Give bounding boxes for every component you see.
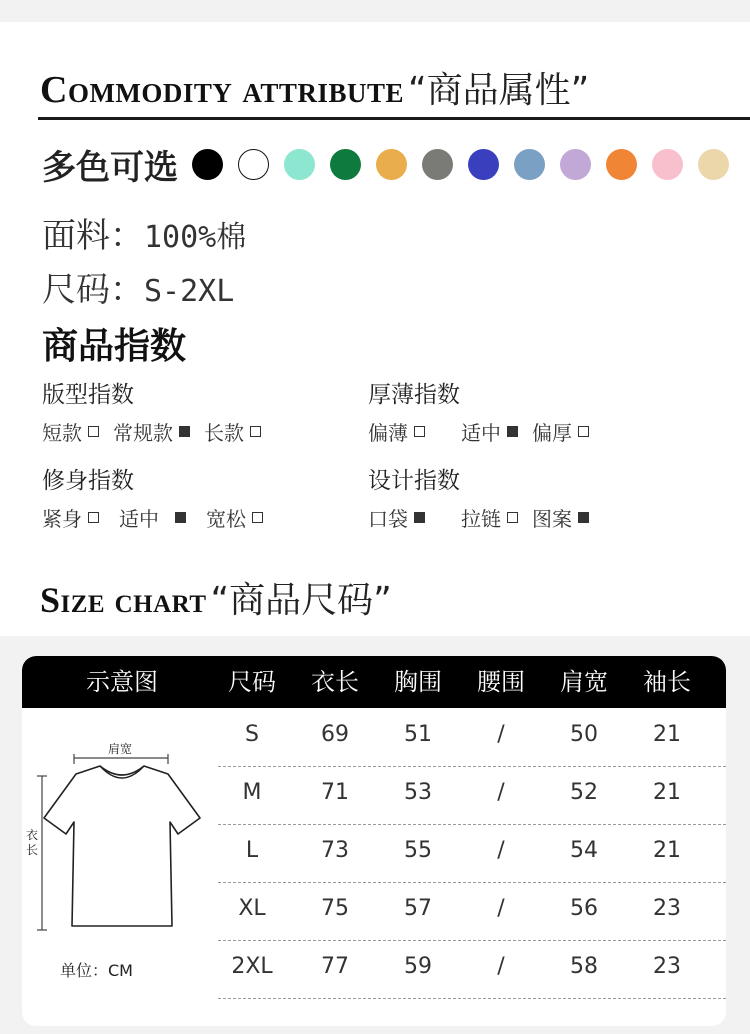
color-swatch-mint (284, 149, 315, 180)
index-option (206, 503, 263, 532)
thickness-index (368, 376, 603, 446)
cell-sleeve: 23 (653, 954, 681, 979)
cell-chest: 53 (404, 780, 432, 805)
color-swatch-slate-blue (514, 149, 545, 180)
header-size: 尺码 (228, 668, 276, 696)
fabric-value: 100%棉 (144, 220, 247, 255)
index-option (461, 417, 518, 446)
size-label: 尺码： (42, 270, 144, 310)
index-option (42, 417, 99, 446)
table-row (218, 824, 726, 883)
index-option (204, 417, 261, 446)
size-value: S-2XL (144, 274, 235, 309)
checkbox-icon (507, 512, 518, 523)
index-title: 商品指数 (42, 326, 187, 367)
option-label: 宽松 (206, 507, 246, 531)
option-label: 口袋 (368, 507, 408, 531)
cell-sleeve: 21 (653, 780, 681, 805)
checkbox-checked-icon (578, 512, 589, 523)
cell-length: 71 (321, 780, 349, 805)
option-label: 紧身 (42, 507, 82, 531)
index-options (42, 503, 277, 532)
index-option (119, 503, 186, 532)
option-label: 偏厚 (532, 421, 572, 445)
color-swatch-grey (422, 149, 453, 180)
option-label: 拉链 (461, 507, 501, 531)
size-chart-title-cn: “商品尺码” (210, 580, 392, 621)
option-label: 短款 (42, 421, 82, 445)
fabric-info (42, 208, 246, 257)
top-band (0, 0, 750, 22)
checkbox-icon (88, 512, 99, 523)
checkbox-icon (252, 512, 263, 523)
checkbox-checked-icon (179, 426, 190, 437)
title-divider (38, 117, 750, 120)
color-label: 多色可选 (42, 148, 178, 188)
option-label: 适中 (461, 421, 501, 445)
index-heading: 版型指数 (42, 382, 134, 408)
cell-shoulder: 54 (570, 838, 598, 863)
attribute-title-cn: “商品属性” (407, 70, 590, 111)
color-swatch-lilac (560, 149, 591, 180)
cell-waist: / (497, 896, 505, 921)
cell-waist: / (497, 780, 505, 805)
cell-sleeve: 23 (653, 896, 681, 921)
checkbox-checked-icon (507, 426, 518, 437)
table-row (218, 708, 726, 767)
checkbox-icon (250, 426, 261, 437)
table-row (218, 882, 726, 941)
color-swatch-white (238, 149, 269, 180)
header-diagram: 示意图 (86, 668, 158, 696)
cell-waist: / (497, 954, 505, 979)
table-row (218, 766, 726, 825)
cell-length: 75 (321, 896, 349, 921)
design-index (368, 462, 603, 532)
length-label: 衣长 (26, 828, 39, 857)
color-swatch-orange (606, 149, 637, 180)
cell-size: M (242, 780, 262, 805)
color-swatch-black (192, 149, 223, 180)
shoulder-label: 肩宽 (108, 742, 133, 756)
cell-chest: 57 (404, 896, 432, 921)
checkbox-checked-icon (175, 512, 186, 523)
cell-size: L (245, 838, 259, 863)
header-length: 衣长 (311, 668, 359, 696)
color-swatch-mustard (376, 149, 407, 180)
index-options (368, 417, 603, 446)
header-chest: 胸围 (394, 668, 442, 696)
header-waist: 腰围 (477, 668, 525, 696)
cell-sleeve: 21 (653, 722, 681, 747)
size-chart-title (40, 572, 392, 623)
index-heading: 设计指数 (368, 468, 460, 494)
cell-chest: 51 (404, 722, 432, 747)
fabric-label: 面料： (42, 216, 144, 256)
index-heading: 厚薄指数 (368, 382, 460, 408)
cell-shoulder: 56 (570, 896, 598, 921)
option-label: 长款 (204, 421, 244, 445)
index-option (461, 503, 518, 532)
cell-length: 73 (321, 838, 349, 863)
index-option (368, 417, 425, 446)
color-swatch-sand (698, 149, 729, 180)
table-row (218, 940, 726, 999)
color-swatch-pink (652, 149, 683, 180)
size-info (42, 262, 234, 311)
index-option (42, 503, 99, 532)
cell-sleeve: 21 (653, 838, 681, 863)
checkbox-checked-icon (414, 512, 425, 523)
checkbox-icon (578, 426, 589, 437)
cell-length: 69 (321, 722, 349, 747)
index-option (532, 417, 589, 446)
color-swatch-royal-blue (468, 149, 499, 180)
cell-chest: 59 (404, 954, 432, 979)
size-table (22, 656, 726, 1026)
unit-label: 单位：CM (60, 961, 133, 980)
checkbox-icon (414, 426, 425, 437)
index-option (532, 503, 589, 532)
option-label: 常规款 (113, 421, 173, 445)
cell-size: S (245, 722, 259, 747)
cell-length: 77 (321, 954, 349, 979)
index-heading: 修身指数 (42, 468, 134, 494)
cell-size: 2XL (231, 954, 273, 979)
color-options (42, 140, 744, 189)
index-options (368, 503, 603, 532)
checkbox-icon (88, 426, 99, 437)
slim-index (42, 462, 277, 532)
fit-index (42, 376, 275, 446)
cell-shoulder: 58 (570, 954, 598, 979)
table-header (22, 656, 726, 708)
option-label: 适中 (119, 507, 159, 531)
tshirt-diagram (22, 708, 218, 1026)
index-option (368, 503, 425, 532)
header-sleeve: 袖长 (643, 668, 691, 696)
option-label: 图案 (532, 507, 572, 531)
attribute-title (40, 62, 589, 113)
cell-waist: / (497, 838, 505, 863)
cell-shoulder: 50 (570, 722, 598, 747)
size-chart-title-en: Size chart (40, 580, 207, 620)
cell-chest: 55 (404, 838, 432, 863)
attribute-title-en: Commodity attribute (40, 69, 404, 111)
color-swatch-green (330, 149, 361, 180)
cell-shoulder: 52 (570, 780, 598, 805)
header-shoulder: 肩宽 (560, 668, 608, 696)
index-options (42, 417, 275, 446)
cell-waist: / (497, 722, 505, 747)
cell-size: XL (238, 896, 266, 921)
color-swatches (192, 149, 744, 180)
option-label: 偏薄 (368, 421, 408, 445)
index-option (113, 417, 190, 446)
